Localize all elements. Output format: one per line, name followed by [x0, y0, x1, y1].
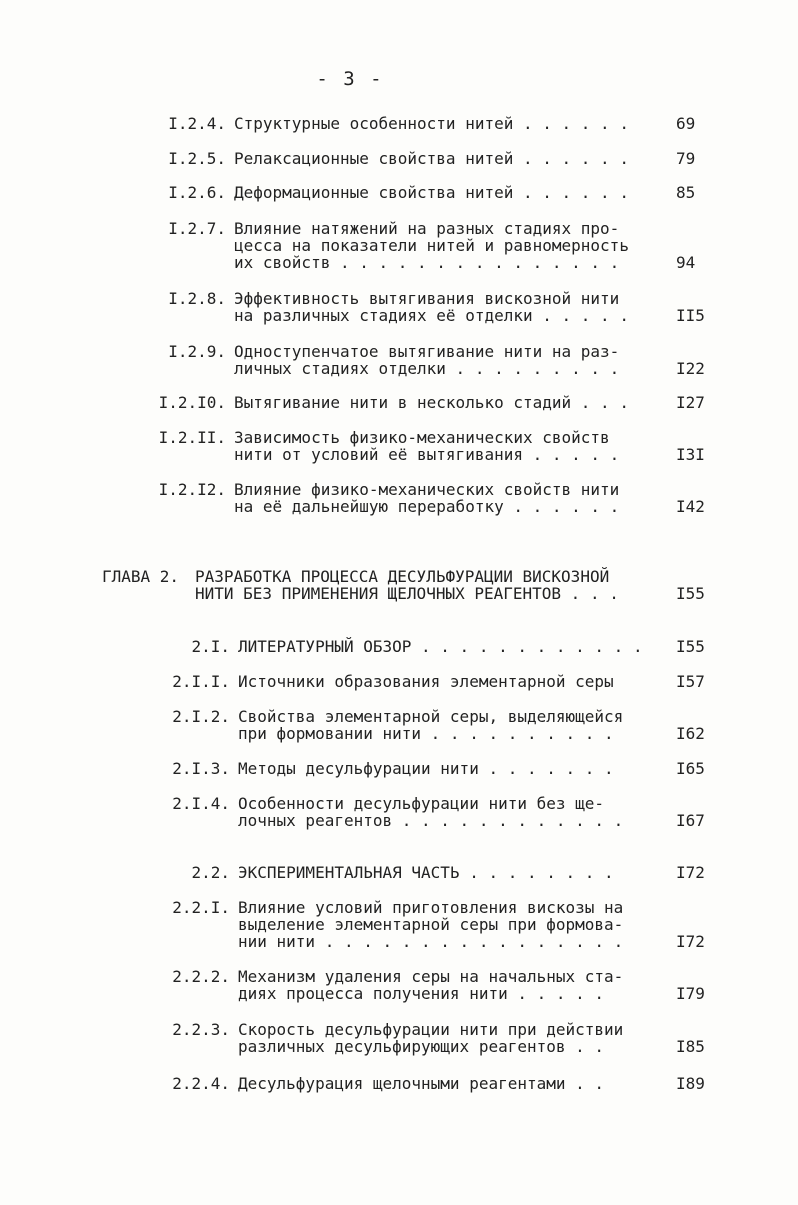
toc-section-page: I72 [676, 863, 705, 882]
toc-entry-page: I3I [676, 445, 705, 464]
toc-entry-number: I.2.I2. [158, 480, 226, 499]
toc-section-number: 2.2.2. [172, 967, 230, 986]
toc-section-number: 2.2.3. [172, 1020, 230, 1039]
toc-section-title-line: диях процесса получения нити . . . . . [238, 984, 605, 1003]
toc-entry-title-line: Структурные особенности нитей . . . . . . [234, 114, 629, 133]
toc-section-title-line: Десульфурация щелочными реагентами . . [238, 1074, 605, 1093]
toc-section-number: 2.2.4. [172, 1074, 230, 1093]
toc-section-title-line: выделение элементарной серы при формова- [238, 915, 624, 934]
toc-entry-page: I42 [676, 497, 705, 516]
toc-entry-title-line: Эффективность вытягивания вискозной нити [234, 289, 620, 308]
toc-entry-title-line: личных стадиях отделки . . . . . . . . . [234, 359, 620, 378]
toc-entry-title-line: на различных стадиях её отделки . . . . . [234, 306, 629, 325]
chapter-title-line: РАЗРАБОТКА ПРОЦЕССА ДЕСУЛЬФУРАЦИИ ВИСКОЗНОЙ [195, 567, 610, 586]
toc-section-page: I89 [676, 1074, 705, 1093]
toc-entry-number: I.2.II. [158, 428, 226, 447]
toc-section-number: 2.I.4. [172, 794, 230, 813]
toc-entry-page: 79 [676, 149, 696, 168]
toc-entry-title-line: Влияние натяжений на разных стадиях про- [234, 219, 620, 238]
chapter-label: ГЛАВА 2. [102, 567, 180, 586]
toc-section-title-line: лочных реагентов . . . . . . . . . . . . [238, 811, 624, 830]
toc-section-page: I72 [676, 932, 705, 951]
toc-entry-page: 85 [676, 183, 696, 202]
toc-section-number: 2.I. [191, 637, 230, 656]
toc-section-page: I85 [676, 1037, 705, 1056]
toc-section-title-line: различных десульфирующих реагентов . . [238, 1037, 605, 1056]
toc-entry-number: I.2.9. [168, 342, 226, 361]
toc-entry-title-line: цесса на показатели нитей и равномерность [234, 236, 629, 255]
toc-section-title-line: Свойства элементарной серы, выделяющейся [238, 707, 624, 726]
chapter-title-line: НИТИ БЕЗ ПРИМЕНЕНИЯ ЩЕЛОЧНЫХ РЕАГЕНТОВ . . . [195, 584, 619, 603]
toc-entry-number: I.2.7. [168, 219, 226, 238]
page-number-header: - 3 - [316, 68, 384, 90]
toc-section-number: 2.I.3. [172, 759, 230, 778]
toc-section-number: 2.2. [191, 863, 230, 882]
toc-entry-page: II5 [676, 306, 705, 325]
toc-section-title-line: при формовании нити . . . . . . . . . . [238, 724, 614, 743]
chapter-page: I55 [676, 584, 705, 603]
toc-entry-title-line: на её дальнейшую переработку . . . . . . [234, 497, 620, 516]
toc-section-page: I57 [676, 672, 705, 691]
toc-entry-title-line: Деформационные свойства нитей . . . . . . [234, 183, 629, 202]
toc-section-title-line: Скорость десульфурации нити при действии [238, 1020, 624, 1039]
toc-section-number: 2.I.I. [172, 672, 230, 691]
toc-section-page: I67 [676, 811, 705, 830]
toc-section-title-line: Методы десульфурации нити . . . . . . . [238, 759, 614, 778]
toc-entry-page: I27 [676, 393, 705, 412]
toc-section-page: I79 [676, 984, 705, 1003]
toc-section-title-line: Источники образования элементарной серы [238, 672, 614, 691]
toc-entry-title-line: Влияние физико-механических свойств нити [234, 480, 620, 499]
toc-entry-title-line: Одноступенчатое вытягивание нити на раз- [234, 342, 620, 361]
toc-section-page: I65 [676, 759, 705, 778]
toc-entry-number: I.2.6. [168, 183, 226, 202]
toc-section-page: I55 [676, 637, 705, 656]
toc-section-title-line: ЭКСПЕРИМЕНТАЛЬНАЯ ЧАСТЬ . . . . . . . . [238, 863, 614, 882]
toc-section-number: 2.2.I. [172, 898, 230, 917]
toc-entry-number: I.2.4. [168, 114, 226, 133]
toc-entry-title-line: Релаксационные свойства нитей . . . . . . [234, 149, 629, 168]
toc-section-title-line: ЛИТЕРАТУРНЫЙ ОБЗОР . . . . . . . . . . . . [238, 637, 643, 656]
toc-section-page: I62 [676, 724, 705, 743]
toc-entry-page: I22 [676, 359, 705, 378]
toc-section-title-line: Влияние условий приготовления вискозы на [238, 898, 624, 917]
toc-section-title-line: Механизм удаления серы на начальных ста- [238, 967, 624, 986]
toc-entry-number: I.2.8. [168, 289, 226, 308]
toc-section-title-line: Особенности десульфурации нити без ще- [238, 794, 605, 813]
toc-entry-title-line: нити от условий её вытягивания . . . . . [234, 445, 620, 464]
toc-entry-page: 69 [676, 114, 696, 133]
toc-section-title-line: нии нити . . . . . . . . . . . . . . . . [238, 932, 624, 951]
toc-entry-title-line: Зависимость физико-механических свойств [234, 428, 610, 447]
toc-entry-title-line: Вытягивание нити в несколько стадий . . . [234, 393, 629, 412]
toc-entry-number: I.2.5. [168, 149, 226, 168]
toc-entry-page: 94 [676, 253, 696, 272]
toc-entry-number: I.2.I0. [158, 393, 226, 412]
toc-entry-title-line: их свойств . . . . . . . . . . . . . . . [234, 253, 620, 272]
toc-section-number: 2.I.2. [172, 707, 230, 726]
